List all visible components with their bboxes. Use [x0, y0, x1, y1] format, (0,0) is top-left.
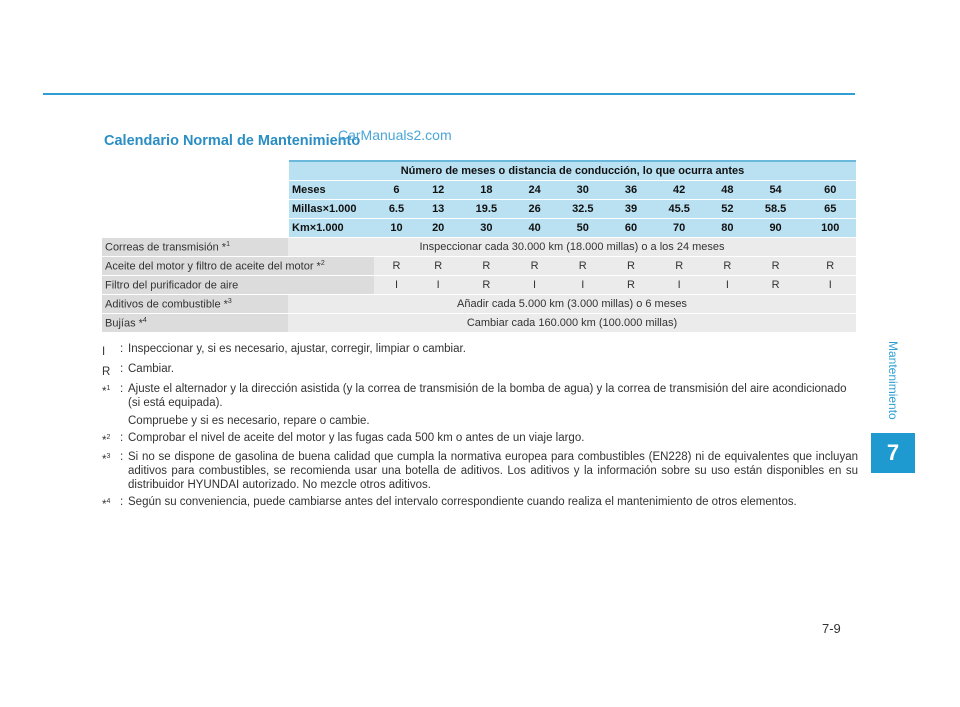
table-cell: 70: [650, 219, 708, 238]
page-number: 7-9: [822, 621, 841, 636]
item-label: Aceite del motor y filtro de aceite del motor *$^2$: [102, 257, 374, 276]
footnote: *$^4$ : Según su conveniencia, puede cambiarse antes del intervalo correspondiente cuando realiza el mantenimiento de otros elementos.: [102, 496, 797, 512]
table-cell: 45.5: [650, 200, 708, 219]
table-cell: 18: [457, 181, 515, 200]
item-label: Correas de transmisión *$^1$: [102, 238, 288, 257]
footnote: *$^3$ : Si no se dispone de gasolina de buena calidad que cumpla la normativa europea para combustibles (EN228) ni de equivalentes que incluyan aditivos para combustibles, se recomienda usar una botella de aditivos. Los aditivos y la información sobre su uso están disponibles en su distribuidor HYUNDAI autorizado. No mezcle otros aditivos.: [102, 451, 858, 492]
chapter-side-title: Mantenimiento: [886, 340, 900, 420]
row-label-km: Km×1.000: [288, 219, 374, 238]
table-cell: R: [374, 257, 419, 276]
item-interval: Añadir cada 5.000 km (3.000 millas) o 6 meses: [288, 295, 856, 314]
table-cell: 19.5: [457, 200, 515, 219]
footnotes: [102, 342, 858, 515]
table-cell: R: [650, 257, 708, 276]
row-label-miles: Millas×1.000: [288, 200, 374, 219]
table-cell: R: [457, 257, 515, 276]
table-cell: I: [374, 276, 419, 295]
table-cell: 13: [419, 200, 458, 219]
table-cell: R: [554, 257, 612, 276]
maintenance-schedule-table: [102, 160, 856, 333]
table-cell: R: [747, 276, 805, 295]
table-header: Número de meses o distancia de conducción, lo que ocurra antes: [288, 161, 856, 181]
table-cell: 60: [805, 181, 857, 200]
footnote: *$^1$ : Ajuste el alternador y la dirección asistida (y la correa de transmisión de la bomba de agua) y la correa de transmisión del aire acondicionado (si está equipada). Compruebe y si es necesario, repare o cambie.: [102, 382, 847, 427]
table-cell: R: [515, 257, 554, 276]
table-cell: R: [805, 257, 857, 276]
table-cell: 65: [805, 200, 857, 219]
table-header-row: [102, 161, 856, 181]
section-title: Calendario Normal de Mantenimiento: [104, 133, 361, 149]
item-interval: Cambiar cada 160.000 km (100.000 millas): [288, 314, 856, 333]
table-cell: I: [805, 276, 857, 295]
table-cell: 6.5: [374, 200, 419, 219]
table-row: [102, 276, 856, 295]
table-row: [102, 314, 856, 333]
table-cell: 54: [747, 181, 805, 200]
table-cell: 42: [650, 181, 708, 200]
table-cell: 6: [374, 181, 419, 200]
table-row: [102, 295, 856, 314]
table-cell: 80: [708, 219, 747, 238]
table-cell: 26: [515, 200, 554, 219]
table-cell: 100: [805, 219, 857, 238]
table-cell: 40: [515, 219, 554, 238]
table-cell: R: [612, 257, 651, 276]
row-label-months: Meses: [288, 181, 374, 200]
table-cell: R: [747, 257, 805, 276]
table-row: [102, 238, 856, 257]
footnote: R : Cambiar.: [102, 362, 175, 378]
table-cell: 58.5: [747, 200, 805, 219]
item-label: Aditivos de combustible *$^3$: [102, 295, 288, 314]
table-cell: 36: [612, 181, 651, 200]
table-cell: R: [457, 276, 515, 295]
table-cell: 50: [554, 219, 612, 238]
table-cell: 20: [419, 219, 458, 238]
table-cell: I: [419, 276, 458, 295]
table-cell: 10: [374, 219, 419, 238]
table-cell: 12: [419, 181, 458, 200]
table-cell: I: [554, 276, 612, 295]
footnote: I : Inspeccionar y, si es necesario, ajustar, corregir, limpiar o cambiar.: [102, 343, 466, 358]
table-cell: 30: [554, 181, 612, 200]
table-cell: 48: [708, 181, 747, 200]
table-cell: 30: [457, 219, 515, 238]
table-cell: 60: [612, 219, 651, 238]
item-interval: Inspeccionar cada 30.000 km (18.000 millas) o a los 24 meses: [288, 238, 856, 257]
table-cell: 32.5: [554, 200, 612, 219]
table-cell: R: [612, 276, 651, 295]
item-label: Filtro del purificador de aire: [102, 276, 374, 295]
table-cell: R: [419, 257, 458, 276]
table-cell: 39: [612, 200, 651, 219]
table-cell: I: [708, 276, 747, 295]
table-cell: I: [515, 276, 554, 295]
footnote: *$^2$ : Comprobar el nivel de aceite del motor y las fugas cada 500 km o antes de un viaje largo.: [102, 431, 585, 447]
table-cell: 24: [515, 181, 554, 200]
table-cell: R: [708, 257, 747, 276]
top-rule: [43, 93, 855, 95]
table-cell: 90: [747, 219, 805, 238]
table-row: [102, 257, 856, 276]
table-cell: 52: [708, 200, 747, 219]
table-cell: I: [650, 276, 708, 295]
item-label: Bujías *$^4$: [102, 314, 288, 333]
watermark: CarManuals2.com: [338, 127, 452, 143]
chapter-tab: 7: [871, 433, 915, 473]
